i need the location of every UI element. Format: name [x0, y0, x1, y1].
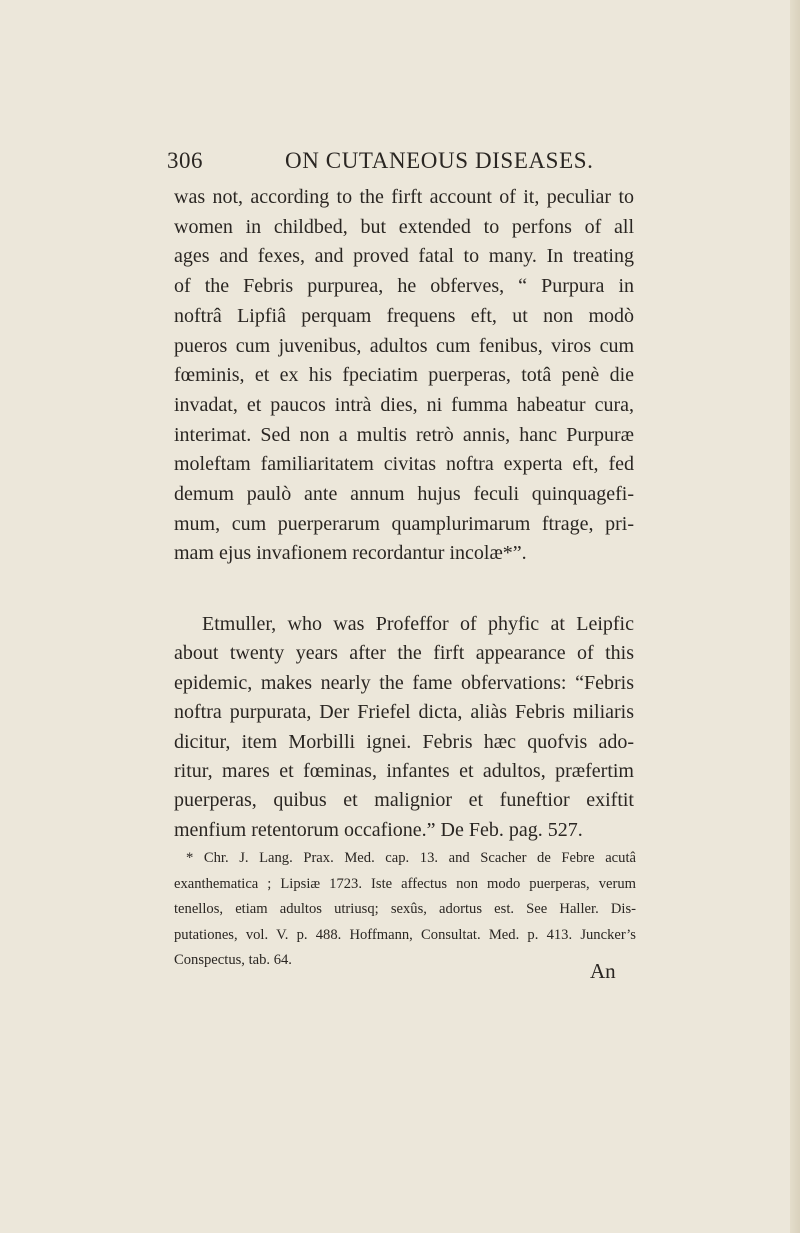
paragraph-2: [174, 610, 634, 845]
text-line: of the Febris purpurea, he obferves, “ Purpura in: [174, 275, 634, 298]
text-line: mum, cum puerperarum quamplurimarum ftrage, pri-: [174, 512, 634, 535]
text-line: was not, according to the firft account of it, peculiar to: [174, 186, 634, 208]
paragraph-1: [174, 183, 634, 569]
text-line: moleftam familiaritatem civitas noftra experta eft, fed: [174, 453, 634, 476]
page-edge: [790, 0, 800, 1233]
text-line: ages and fexes, and proved fatal to many. In treating: [174, 245, 634, 268]
running-head: ON CUTANEOUS DISEASES.: [285, 148, 594, 173]
footnote-line: tenellos, etiam adultos utriusq; sexûs, adortus est. See Haller. Dis-: [174, 901, 636, 917]
text-line: noftrâ Lipfiâ perquam frequens eft, ut non modò: [174, 304, 634, 327]
page-header: [167, 148, 627, 184]
text-line: mam ejus invafionem recordantur incolæ*”.: [174, 542, 527, 565]
text-line: fœminis, et ex his fpeciatim puerperas, totâ penè die: [174, 364, 634, 387]
text-line: pueros cum juvenibus, adultos cum fenibus, viros cum: [174, 334, 634, 357]
text-line: Etmuller, who was Profeffor of phyfic at Leipfic: [202, 613, 634, 635]
text-line: noftra purpurata, Der Friefel dicta, aliàs Febris miliaris: [174, 701, 634, 724]
text-line: invadat, et paucos intrà dies, ni fumma habeatur cura,: [174, 393, 634, 416]
text-line: menfium retentorum occafione.” De Feb. pag. 527.: [174, 818, 583, 841]
text-line: ritur, mares et fœminas, infantes et adultos, præfertim: [174, 760, 634, 783]
text-line: women in childbed, but extended to perfons of all: [174, 215, 634, 238]
footnote-line: putationes, vol. V. p. 488. Hoffmann, Consultat. Med. p. 413. Juncker’s: [174, 926, 636, 943]
text-line: epidemic, makes nearly the fame obfervations: “Febris: [174, 671, 634, 694]
catchword: An: [590, 959, 616, 983]
text-line: puerperas, quibus et malignior et funeftior exiftit: [174, 789, 634, 812]
footnote-line: Conspectus, tab. 64.: [174, 952, 292, 968]
text-line: about twenty years after the firft appearance of this: [174, 642, 634, 665]
text-line: demum paulò ante annum hujus feculi quinquagefi-: [174, 483, 634, 506]
footnote-line: * Chr. J. Lang. Prax. Med. cap. 13. and Scacher de Febre acutâ: [186, 850, 636, 866]
page-number: 306: [167, 148, 203, 173]
footnote-line: exanthematica ; Lipsiæ 1723. Iste affectus non modo puerperas, verum: [174, 875, 636, 892]
text-line: interimat. Sed non a multis retrò annis, hanc Purpuræ: [174, 423, 634, 446]
text-line: dicitur, item Morbilli ignei. Febris hæc quofvis ado-: [174, 730, 634, 753]
footnote: [174, 846, 636, 974]
